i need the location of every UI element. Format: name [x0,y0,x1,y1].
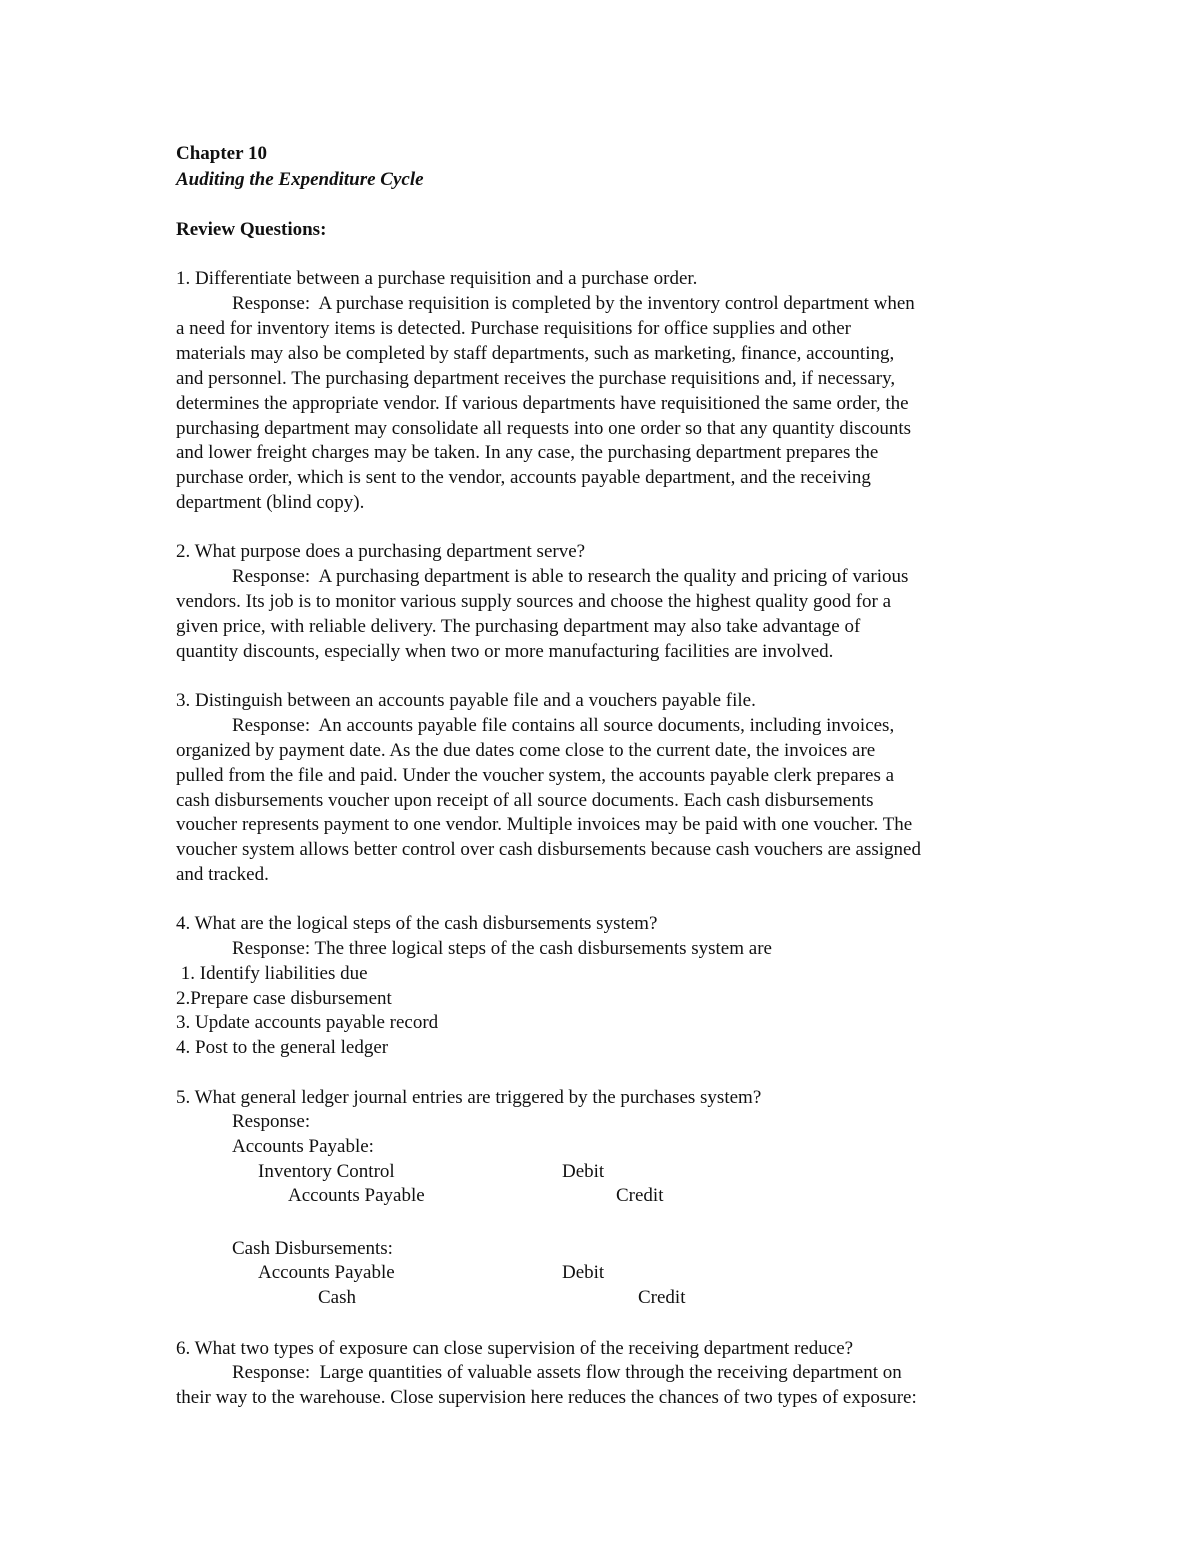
q3-response-line: Response: An accounts payable file contains all source documents, including invoices, [232,715,895,736]
q3-response-line: and tracked. [176,864,269,885]
question-2: 2. What purpose does a purchasing department serve? [176,541,586,562]
question-5: 5. What general ledger journal entries are triggered by the purchases system? [176,1087,762,1108]
q1-response-line: purchase order, which is sent to the vendor, accounts payable department, and the receiving [176,467,871,488]
q4-step: 1. Identify liabilities due [176,963,368,984]
q3-response-line: voucher represents payment to one vendor. Multiple invoices may be paid with one voucher. The [176,814,913,835]
q1-response-line: and personnel. The purchasing department receives the purchase requisitions and, if necessary, [176,368,896,389]
q3-response-line: cash disbursements voucher upon receipt of all source documents. Each cash disbursements [176,790,874,811]
chapter-title: Auditing the Expenditure Cycle [176,169,424,190]
q1-response-line: and lower freight charges may be taken. In any case, the purchasing department prepares the [176,442,879,463]
q2-response-line: quantity discounts, especially when two or more manufacturing facilities are involved. [176,641,834,662]
q6-response-line: their way to the warehouse. Close supervision here reduces the chances of two types of exposure: [176,1387,917,1408]
q4-step: 4. Post to the general ledger [176,1037,389,1058]
journal-entry-1-credit-label: Credit [616,1185,664,1206]
question-3: 3. Distinguish between an accounts payable file and a vouchers payable file. [176,690,756,711]
journal-entry-1-credit-account: Accounts Payable [288,1185,425,1206]
q2-response-line: vendors. Its job is to monitor various supply sources and choose the highest quality good for a [176,591,892,612]
q2-response-line: Response: A purchasing department is able to research the quality and pricing of various [232,566,909,587]
q1-response-line: materials may also be completed by staff departments, such as marketing, finance, accounting, [176,343,895,364]
question-1: 1. Differentiate between a purchase requisition and a purchase order. [176,268,698,289]
section-heading: Review Questions: [176,219,327,240]
journal-entry-2-credit-label: Credit [638,1287,686,1308]
question-6: 6. What two types of exposure can close supervision of the receiving department reduce? [176,1338,854,1359]
q1-response-line: determines the appropriate vendor. If various departments have requisitioned the same order, the [176,393,909,414]
q3-response-line: pulled from the file and paid. Under the voucher system, the accounts payable clerk prepares a [176,765,895,786]
q1-response-line: Response: A purchase requisition is completed by the inventory control department when [232,293,915,314]
q4-step: 3. Update accounts payable record [176,1012,439,1033]
q4-step: 2.Prepare case disbursement [176,988,392,1009]
journal-entry-2-debit-account: Accounts Payable [258,1262,395,1283]
q3-response-line: organized by payment date. As the due dates come close to the current date, the invoices are [176,740,876,761]
q2-response-line: given price, with reliable delivery. The purchasing department may also take advantage of [176,616,861,637]
q1-response-line: department (blind copy). [176,492,365,513]
journal-entry-2-debit-label: Debit [562,1262,605,1283]
question-4: 4. What are the logical steps of the cash disbursements system? [176,913,658,934]
journal-entry-2-title: Cash Disbursements: [232,1238,393,1259]
q1-response-line: purchasing department may consolidate all requests into one order so that any quantity discounts [176,418,912,439]
chapter-number: Chapter 10 [176,143,267,164]
journal-entry-1-debit-label: Debit [562,1161,605,1182]
journal-entry-2-credit-account: Cash [318,1287,356,1308]
q4-response: Response: The three logical steps of the cash disbursements system are [232,938,772,959]
journal-entry-1-title: Accounts Payable: [232,1136,374,1157]
journal-entry-1-debit-account: Inventory Control [258,1161,395,1182]
q3-response-line: voucher system allows better control over cash disbursements because cash vouchers are assigned [176,839,921,860]
q5-response: Response: [232,1111,311,1132]
q6-response-line: Response: Large quantities of valuable assets flow through the receiving department on [232,1362,902,1383]
q1-response-line: a need for inventory items is detected. Purchase requisitions for office supplies and other [176,318,852,339]
